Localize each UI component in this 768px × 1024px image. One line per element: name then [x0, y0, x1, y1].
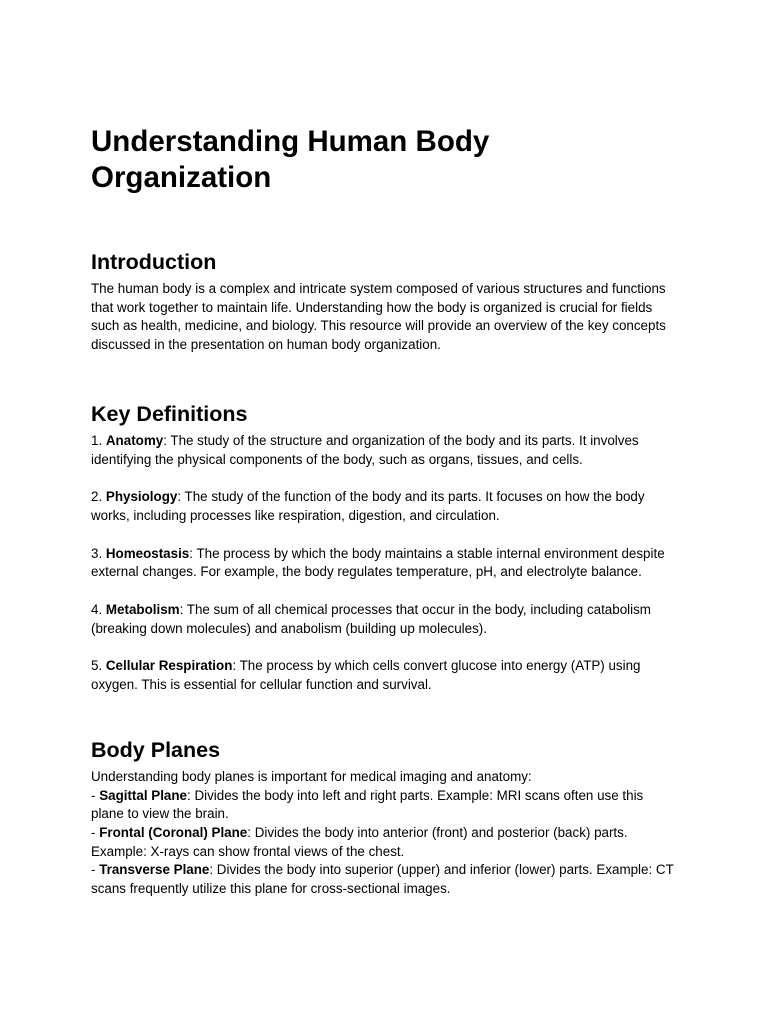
plane-text: : Divides the body into anterior (front) and posterior (back) parts. Example: X-rays can show frontal views of the chest. — [91, 824, 628, 859]
plane-item-sagittal — [91, 787, 677, 824]
key-definitions-section — [91, 401, 677, 695]
plane-text: : Divides the body into left and right parts. Example: MRI scans often use this plane to view the brain. — [91, 787, 644, 822]
definition-item-metabolism — [91, 601, 677, 638]
definition-list — [91, 432, 677, 695]
definition-number: 1. — [91, 432, 106, 448]
definition-item-physiology — [91, 488, 677, 525]
introduction-heading: Introduction — [91, 250, 217, 274]
plane-text: : Divides the body into superior (upper) and inferior (lower) parts. Example: CT scans frequently utilize this plane for cross-sectional images. — [91, 862, 674, 897]
definition-number: 4. — [91, 602, 106, 618]
definition-number: 3. — [91, 545, 106, 561]
document-title: Understanding Human Body Organization — [91, 125, 490, 194]
definition-term: Cellular Respiration — [105, 658, 233, 674]
introduction-section — [91, 249, 677, 355]
plane-prefix: - — [91, 862, 100, 878]
introduction-paragraph: The human body is a complex and intricate system composed of various structures and functions that work together to maintain life. Understanding how the body is organized is crucial for fields such as health, medicine, and biology. This resource will provide an overview of the key concepts discussed in the presentation on human body organization. — [91, 281, 666, 353]
definition-text: : The process by which cells convert glucose into energy (ATP) using oxygen. This is essential for cellular function and survival. — [91, 658, 641, 693]
plane-term: Transverse Plane — [99, 862, 210, 878]
plane-item-transverse — [91, 861, 677, 898]
body-planes-heading: Body Planes — [91, 737, 221, 762]
definition-number: 2. — [91, 489, 106, 505]
definition-text: : The process by which the body maintains a stable internal environment despite external changes. For example, the body regulates temperature, pH, and electrolyte balance. — [91, 545, 665, 580]
definition-text: : The study of the structure and organization of the body and its parts. It involves identifying the physical components of the body, such as organs, tissues, and cells. — [91, 432, 639, 467]
definition-text: : The sum of all chemical processes that occur in the body, including catabolism (breaking down molecules) and anabolism (building up molecules). — [91, 602, 651, 636]
definition-term: Anatomy — [105, 432, 164, 448]
plane-item-frontal — [91, 824, 677, 861]
key-definitions-heading: Key Definitions — [91, 401, 248, 426]
definition-term: Physiology — [105, 489, 178, 505]
definition-item-anatomy — [91, 432, 677, 469]
definition-number: 5. — [91, 658, 106, 674]
body-planes-list — [91, 768, 677, 899]
definition-item-homeostasis — [91, 545, 677, 582]
plane-prefix: - — [91, 824, 100, 840]
plane-term: Frontal (Coronal) Plane — [99, 824, 248, 840]
definition-term: Metabolism — [105, 602, 180, 618]
body-planes-section — [91, 737, 677, 899]
definition-item-cellular-respiration — [91, 657, 677, 694]
body-planes-intro: Understanding body planes is important for medical imaging and anatomy: — [91, 768, 532, 784]
definition-term: Homeostasis — [105, 545, 190, 561]
plane-prefix: - — [91, 787, 100, 803]
plane-term: Sagittal Plane — [99, 787, 187, 803]
definition-text: : The study of the function of the body and its parts. It focuses on how the body works, including processes like respiration, digestion, and circulation. — [91, 489, 645, 523]
